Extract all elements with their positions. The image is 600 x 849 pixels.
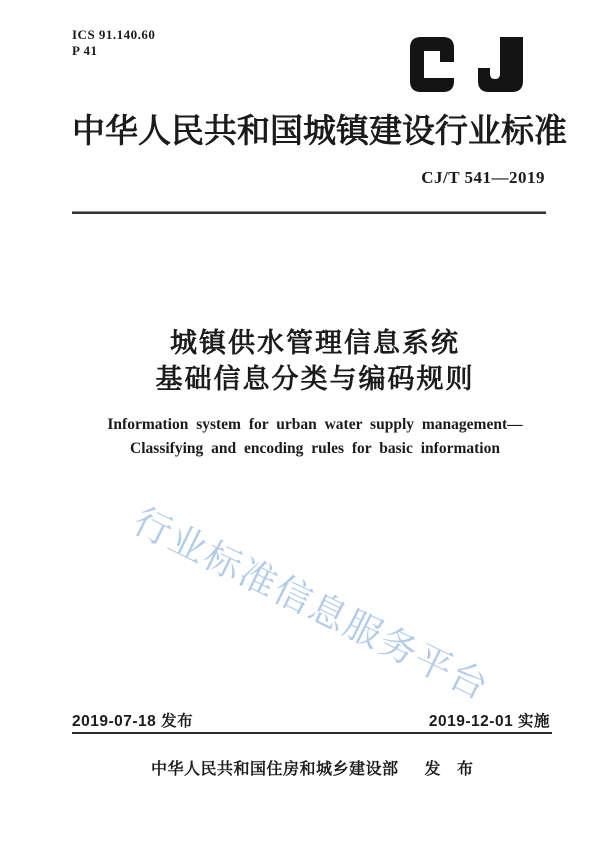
footer-divider-line (72, 732, 552, 734)
standard-number: CJ/T 541—2019 (421, 168, 545, 187)
header-divider-line (72, 211, 546, 214)
issue-date: 2019-07-18 发布 (72, 713, 194, 730)
implement-date: 2019-12-01 实施 (428, 713, 550, 730)
document-title-cn (30, 325, 600, 397)
standard-category-title: 中华人民共和国城镇建设行业标准 (72, 112, 567, 149)
title-cn-line1: 城镇供水管理信息系统 (170, 328, 460, 358)
publisher-name: 中华人民共和国住房和城乡建设部 (151, 761, 399, 778)
class-code: P 41 (72, 43, 98, 58)
document-title-en (30, 413, 600, 460)
publisher-row (30, 756, 600, 779)
dates-row (72, 709, 550, 731)
title-cn-line2: 基础信息分类与编码规则 (155, 364, 475, 394)
title-en-line1: Information system for urban water supply management— (107, 416, 523, 433)
publish-action-label: 发 布 (424, 761, 479, 778)
watermark: 行业标准信息服务平台 (126, 499, 497, 709)
ics-classification-block (72, 27, 155, 59)
title-en-line2: Classifying and encoding rules for basic information (130, 439, 500, 457)
ics-code: ICS 91.140.60 (72, 27, 156, 42)
cj-logo-icon (410, 37, 523, 92)
